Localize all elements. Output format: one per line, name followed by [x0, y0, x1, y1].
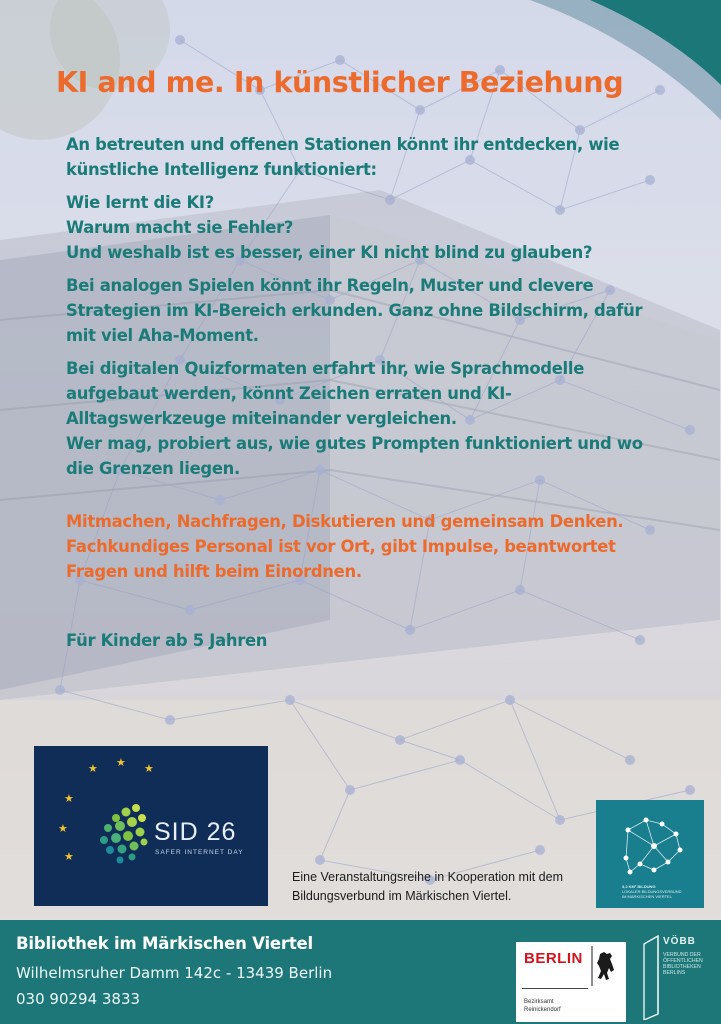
question-1: Wie lernt die KI?: [66, 193, 214, 212]
analog-paragraph: Bei analogen Spielen könnt ihr Regeln, Muster und clevere Strategien im KI-Bereich erkunden. Ganz ohne Bildschirm, dafür mit viel Aha-Moment.: [66, 276, 643, 345]
berlin-bear-icon: [590, 946, 620, 986]
svg-text:★: ★: [88, 762, 98, 775]
svg-text:★: ★: [64, 792, 74, 805]
svg-text:★: ★: [116, 756, 126, 769]
main-text: [66, 132, 666, 653]
sid-subtitle: SAFER INTERNET DAY: [155, 849, 244, 856]
question-2: Warum macht sie Fehler?: [66, 218, 294, 237]
bildungsverbund-caption: 3,2 KM² BILDUNG LOKALER BILDUNGSVERBUND IM MÄRKISCHEN VIERTEL: [622, 884, 682, 899]
call-to-action: Mitmachen, Nachfragen, Diskutieren und gemeinsam Denken. Fachkundiges Personal ist vor Ort, gibt Impulse, beantwortet Fragen und hilft beim Einordnen.: [66, 512, 624, 581]
voebb-caption: VERBUND DER ÖFFENTLICHEN BIBLIOTHEKEN BERLINS: [663, 952, 703, 976]
library-phone: 030 90294 3833: [16, 990, 141, 1008]
bildungsverbund-logo: [596, 800, 704, 908]
voebb-logo: [640, 930, 710, 1020]
sid-logo: [34, 746, 268, 906]
intro-paragraph: An betreuten und offenen Stationen könnt ihr entdecken, wie künstliche Intelligenz funktioniert:: [66, 135, 620, 179]
berlin-caption: Bezirksamt Reinickendorf: [524, 999, 561, 1013]
page-title: KI and me. In künstlicher Beziehung: [56, 66, 624, 99]
prompting-paragraph: Wer mag, probiert aus, wie gutes Prompten funktioniert und wo die Grenzen liegen.: [66, 434, 643, 478]
sid-emblem-icon: [34, 746, 268, 906]
footer: [0, 920, 721, 1024]
svg-text:★: ★: [64, 850, 74, 863]
question-3: Und weshalb ist es besser, einer KI nicht blind zu glauben?: [66, 243, 593, 262]
library-address: Wilhelmsruher Damm 142c - 13439 Berlin: [16, 964, 333, 982]
digital-paragraph: Bei digitalen Quizformaten erfahrt ihr, wie Sprachmodelle aufgebaut werden, könnt Zeichen erraten und KI-Alltagswerkzeuge miteinander vergleichen.: [66, 359, 585, 428]
voebb-wordmark: VÖBB: [663, 936, 696, 947]
berlin-logo: [516, 942, 626, 1022]
cooperation-note: Eine Veranstaltungsreihe in Kooperation mit dem Bildungsverbund im Märkischen Viertel.: [292, 870, 563, 903]
sid-name: SID 26: [154, 818, 237, 846]
svg-text:★: ★: [144, 762, 154, 775]
library-name: Bibliothek im Märkischen Viertel: [16, 934, 313, 953]
svg-text:★: ★: [58, 822, 68, 835]
audience-note: Für Kinder ab 5 Jahren: [66, 631, 268, 650]
berlin-wordmark: BERLIN: [524, 950, 583, 967]
